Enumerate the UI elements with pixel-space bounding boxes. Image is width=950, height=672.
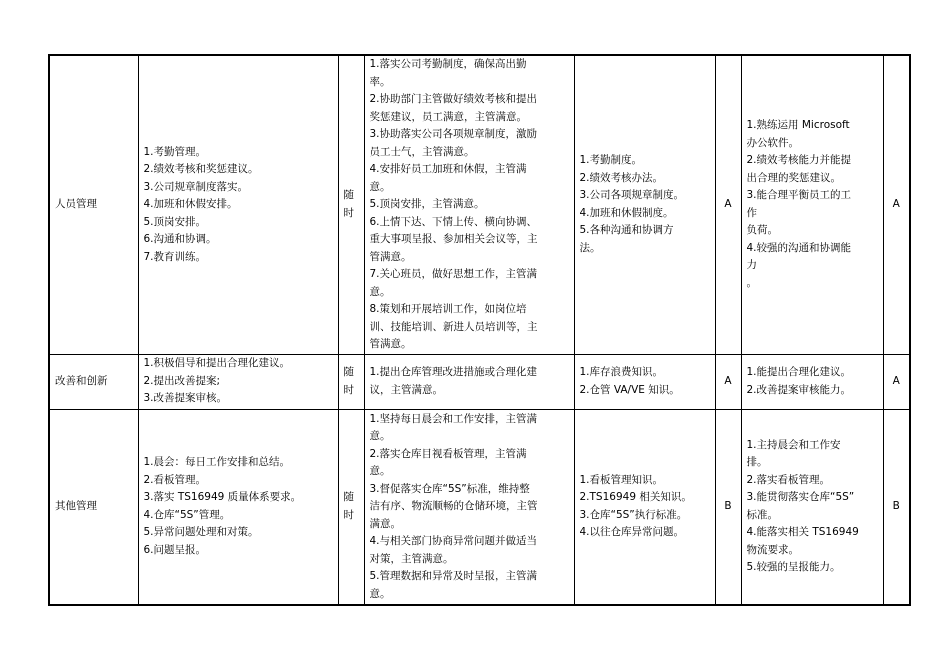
duties-cell-line: 意。 bbox=[369, 430, 391, 442]
knowledge-cell-line: 3.仓库“5S”执行标准。 bbox=[579, 508, 688, 521]
work-items-cell-line: 5.异常问题处理和对策。 bbox=[143, 526, 259, 539]
table-row bbox=[49, 354, 910, 409]
skills-grade-cell: B bbox=[883, 409, 910, 605]
knowledge-cell-line: 1.看板管理知识。 bbox=[579, 473, 664, 486]
duties-cell-line: 1.提出仓库管理改进措施或合理化建 bbox=[369, 366, 538, 378]
skills-cell-line: 力 bbox=[746, 259, 757, 272]
knowledge-cell-line: 4.加班和休假制度。 bbox=[579, 206, 674, 219]
knowledge-cell bbox=[574, 55, 715, 354]
duties-cell-line: 管满意。 bbox=[369, 250, 412, 263]
duties-cell-line: 5.管理数据和异常及时呈报，主管满 bbox=[369, 570, 538, 582]
skills-cell-line: 3.能贯彻落实仓库“5S” bbox=[746, 491, 855, 504]
work-items-cell-line: 3.落实 TS16949 质量体系要求。 bbox=[143, 491, 302, 504]
work-items-cell-line: 3.公司规章制度落实。 bbox=[143, 180, 249, 193]
category-cell: 人员管理 bbox=[49, 55, 138, 354]
duties-cell-line: 满意。 bbox=[369, 517, 401, 530]
duties-cell-line: 洁有序、物流顺畅的仓储环境，主管 bbox=[369, 500, 538, 512]
skills-cell-line: 物流要求。 bbox=[746, 543, 799, 556]
knowledge-cell-line: 1.库存浪费知识。 bbox=[579, 366, 664, 378]
knowledge-cell-line: 5.各种沟通和协调方 bbox=[579, 224, 674, 237]
skills-cell-line: 负荷。 bbox=[746, 224, 778, 237]
duties-cell-line: 训、技能培训、新进人员培训等，主 bbox=[369, 320, 538, 333]
duties-cell-line: 2.协助部门主管做好绩效考核和提出 bbox=[369, 93, 538, 105]
frequency-cell-line: 时 bbox=[343, 508, 354, 521]
duties-cell-line: 奖惩建议，员工满意，主管满意。 bbox=[369, 110, 527, 123]
skills-cell-line: 4.较强的沟通和协调能 bbox=[746, 241, 852, 254]
table-row bbox=[49, 409, 910, 605]
skills-cell-line: 出合理的奖惩建议。 bbox=[746, 171, 841, 184]
skills-cell-line: 3.能合理平衡员工的工 bbox=[746, 189, 852, 202]
duties-cell-line: 议，主管满意。 bbox=[369, 383, 443, 396]
work-items-cell-line: 5.顶岗安排。 bbox=[143, 215, 207, 228]
duties-cell-line: 2.落实仓库目视看板管理，主管满 bbox=[369, 447, 527, 460]
skills-cell-line: 。 bbox=[746, 276, 757, 289]
work-items-cell-line: 7.教育训练。 bbox=[143, 250, 207, 263]
frequency-cell bbox=[338, 354, 364, 409]
duties-cell-line: 重大事项呈报、参加相关会议等，主 bbox=[369, 233, 538, 245]
knowledge-cell bbox=[574, 409, 715, 605]
duties-cell-line: 对策，主管满意。 bbox=[369, 552, 454, 565]
work-items-cell-line: 3.改善提案审核。 bbox=[143, 392, 228, 405]
knowledge-cell bbox=[574, 354, 715, 409]
knowledge-grade-cell: A bbox=[715, 55, 741, 354]
skills-grade-cell: A bbox=[883, 55, 910, 354]
skills-cell-line: 1.主持晨会和工作安 bbox=[746, 438, 841, 451]
skills-grade-cell: A bbox=[883, 354, 910, 409]
skills-cell bbox=[741, 409, 883, 605]
duties-cell-line: 意。 bbox=[369, 180, 391, 193]
skills-cell-line: 作 bbox=[746, 206, 757, 219]
skills-cell bbox=[741, 354, 883, 409]
skills-cell-line: 2.改善提案审核能力。 bbox=[746, 383, 852, 396]
skills-cell-line: 办公软件。 bbox=[746, 136, 799, 149]
work-items-cell bbox=[138, 409, 338, 605]
work-items-cell-line: 4.加班和休假安排。 bbox=[143, 198, 238, 210]
knowledge-cell-line: 4.以往仓库异常问题。 bbox=[579, 526, 685, 539]
frequency-cell-line: 时 bbox=[343, 383, 354, 396]
knowledge-grade-cell: A bbox=[715, 354, 741, 409]
work-items-cell-line: 4.仓库“5S”管理。 bbox=[143, 508, 231, 521]
duties-cell-line: 1.坚持每日晨会和工作安排，主管满 bbox=[369, 412, 538, 425]
skills-cell-line: 标准。 bbox=[746, 508, 778, 521]
work-items-cell-line: 6.沟通和协调。 bbox=[143, 233, 217, 245]
knowledge-grade-cell: B bbox=[715, 409, 741, 605]
skills-cell-line: 2.落实看板管理。 bbox=[746, 473, 831, 486]
frequency-cell-line: 随 bbox=[343, 189, 354, 202]
work-items-cell bbox=[138, 354, 338, 409]
category-cell: 其他管理 bbox=[49, 409, 138, 605]
knowledge-cell-line: 1.考勤制度。 bbox=[579, 154, 643, 167]
frequency-cell bbox=[338, 409, 364, 605]
skills-cell-line: 2.绩效考核能力并能提 bbox=[746, 154, 852, 167]
duties-cell-line: 意。 bbox=[369, 285, 391, 298]
duties-cell-line: 3.协助落实公司各项规章制度，激励 bbox=[369, 128, 538, 140]
duties-cell bbox=[364, 354, 574, 409]
duties-cell-line: 5.顶岗安排，主管满意。 bbox=[369, 198, 485, 210]
table-row bbox=[49, 55, 910, 354]
frequency-cell bbox=[338, 55, 364, 354]
duties-cell-line: 意。 bbox=[369, 587, 391, 600]
skills-cell-line: 5.较强的呈报能力。 bbox=[746, 561, 841, 574]
skills-cell-line: 1.熟练运用 Microsoft bbox=[746, 119, 850, 132]
duties-cell-line: 4.安排好员工加班和休假，主管满 bbox=[369, 163, 527, 175]
work-items-cell-line: 1.积极倡导和提出合理化建议。 bbox=[143, 357, 291, 370]
work-items-cell-line: 1.晨会：每日工作安排和总结。 bbox=[143, 456, 291, 469]
duties-cell-line: 管满意。 bbox=[369, 338, 412, 350]
work-items-cell-line: 2.看板管理。 bbox=[143, 473, 207, 486]
duties-cell-line: 1.落实公司考勤制度，确保高出勤 bbox=[369, 58, 527, 70]
duties-cell bbox=[364, 409, 574, 605]
skills-cell-line: 4.能落实相关 TS16949 bbox=[746, 526, 859, 539]
work-items-cell-line: 2.绩效考核和奖惩建议。 bbox=[143, 163, 259, 175]
work-items-cell-line: 6.问题呈报。 bbox=[143, 543, 207, 556]
knowledge-cell-line: 3.公司各项规章制度。 bbox=[579, 189, 685, 202]
duties-cell-line: 6.上情下达、下情上传、横向协调、 bbox=[369, 215, 538, 228]
duties-cell-line: 8.策划和开展培训工作，如岗位培 bbox=[369, 303, 527, 315]
knowledge-cell-line: 法。 bbox=[579, 241, 601, 254]
duties-cell-line: 率。 bbox=[369, 75, 391, 88]
duties-cell-line: 意。 bbox=[369, 465, 391, 477]
knowledge-cell-line: 2.TS16949 相关知识。 bbox=[579, 491, 692, 504]
frequency-cell-line: 随 bbox=[343, 366, 354, 378]
category-cell: 改善和创新 bbox=[49, 354, 138, 409]
duties-cell bbox=[364, 55, 574, 354]
knowledge-cell-line: 2.仓管 VA/VE 知识。 bbox=[579, 383, 680, 396]
knowledge-cell-line: 2.绩效考核办法。 bbox=[579, 171, 664, 184]
duties-cell-line: 3.督促落实仓库“5S”标准，维持整 bbox=[369, 482, 530, 495]
skills-cell-line: 1.能提出合理化建议。 bbox=[746, 366, 852, 378]
duties-cell-line: 7.关心班员，做好思想工作，主管满 bbox=[369, 268, 538, 280]
work-items-cell bbox=[138, 55, 338, 354]
duties-cell-line: 员工士气，主管满意。 bbox=[369, 145, 475, 158]
skills-cell-line: 排。 bbox=[746, 456, 768, 469]
work-items-cell-line: 2.提出改善提案; bbox=[143, 374, 221, 387]
skills-cell bbox=[741, 55, 883, 354]
duties-cell-line: 4.与相关部门协商异常问题并做适当 bbox=[369, 535, 538, 547]
job-description-table bbox=[48, 54, 911, 606]
frequency-cell-line: 时 bbox=[343, 206, 354, 219]
frequency-cell-line: 随 bbox=[343, 491, 354, 504]
work-items-cell-line: 1.考勤管理。 bbox=[143, 145, 207, 158]
